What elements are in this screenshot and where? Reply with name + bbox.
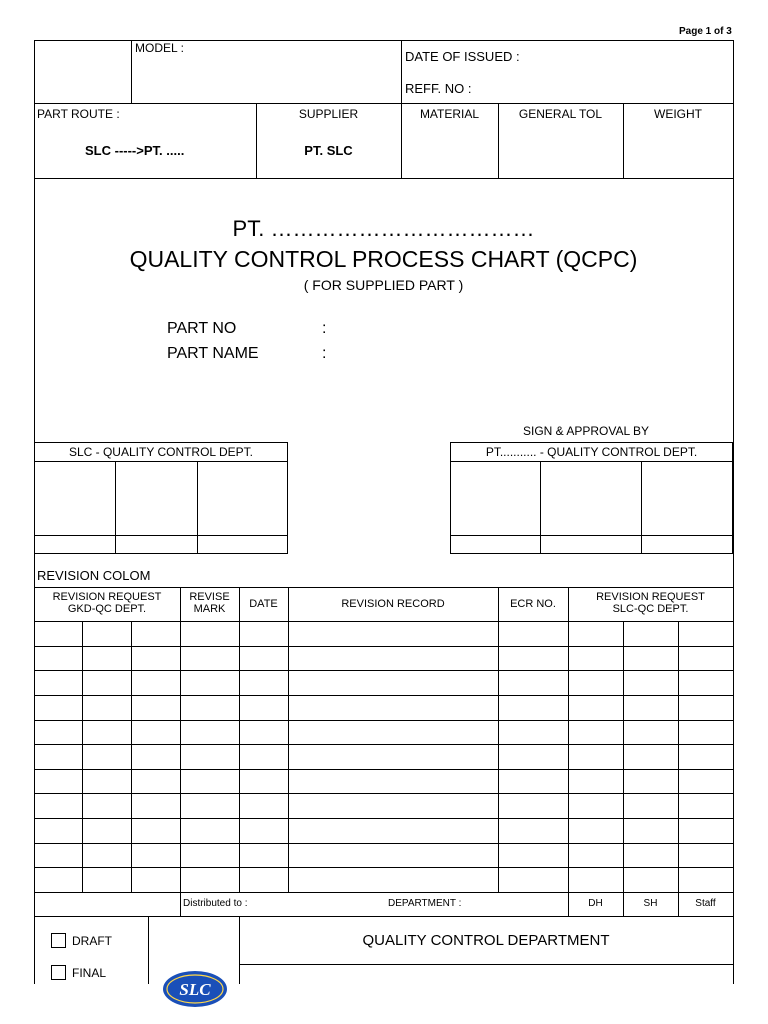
slc-qc-dept-label: SLC - QUALITY CONTROL DEPT. (68, 445, 254, 459)
staff-label: Staff (695, 898, 716, 909)
col-ecr-no: ECR NO. (510, 598, 556, 610)
department-label: DEPARTMENT : (388, 898, 462, 909)
model-label: MODEL : (135, 41, 184, 55)
page-number: Page 1 of 3 (679, 26, 732, 37)
supplier-value: PT. SLC (304, 143, 353, 158)
distributed-to-label: Distributed to : (183, 898, 248, 909)
supplier-label: SUPPLIER (298, 107, 359, 121)
page-title: QUALITY CONTROL PROCESS CHART (QCPC) (129, 246, 638, 272)
part-route-value: SLC ----->PT. ..... (85, 143, 185, 158)
draft-label: DRAFT (72, 934, 112, 948)
draft-checkbox[interactable] (51, 933, 66, 948)
revision-section-label: REVISION COLOM (37, 568, 151, 583)
weight-label: WEIGHT (654, 107, 702, 121)
sign-approval-label: SIGN & APPROVAL BY (523, 424, 650, 438)
part-no-label: PART NO (167, 320, 237, 337)
part-route-label: PART ROUTE : (37, 107, 120, 121)
col-date: DATE (249, 598, 278, 610)
date-issued-label: DATE OF ISSUED : (405, 49, 520, 64)
final-checkbox[interactable] (51, 965, 66, 980)
col-revise-mark: REVISE MARK (189, 591, 230, 615)
part-name-colon: : (322, 345, 327, 362)
page-subtitle: ( FOR SUPPLIED PART ) (303, 277, 464, 293)
company-title: PT. ……………………………… (232, 216, 535, 241)
company-logo (162, 969, 228, 1009)
pt-qc-dept-label: PT........... - QUALITY CONTROL DEPT. (485, 445, 698, 459)
dh-label: DH (588, 898, 603, 909)
col-request-slc: REVISION REQUEST SLC-QC DEPT. (596, 591, 705, 615)
part-name-label: PART NAME (167, 345, 259, 362)
general-tol-label: GENERAL TOL (518, 107, 603, 121)
part-no-colon: : (322, 320, 327, 337)
sh-label: SH (643, 898, 658, 909)
col-request-gkd: REVISION REQUEST GKD-QC DEPT. (52, 591, 162, 615)
reff-no-label: REFF. NO : (405, 81, 472, 96)
final-label: FINAL (72, 966, 107, 980)
material-label: MATERIAL (419, 107, 480, 121)
col-revision-record: REVISION RECORD (341, 598, 445, 610)
svg-text:SLC: SLC (179, 980, 211, 999)
qc-department-title: QUALITY CONTROL DEPARTMENT (362, 932, 610, 949)
